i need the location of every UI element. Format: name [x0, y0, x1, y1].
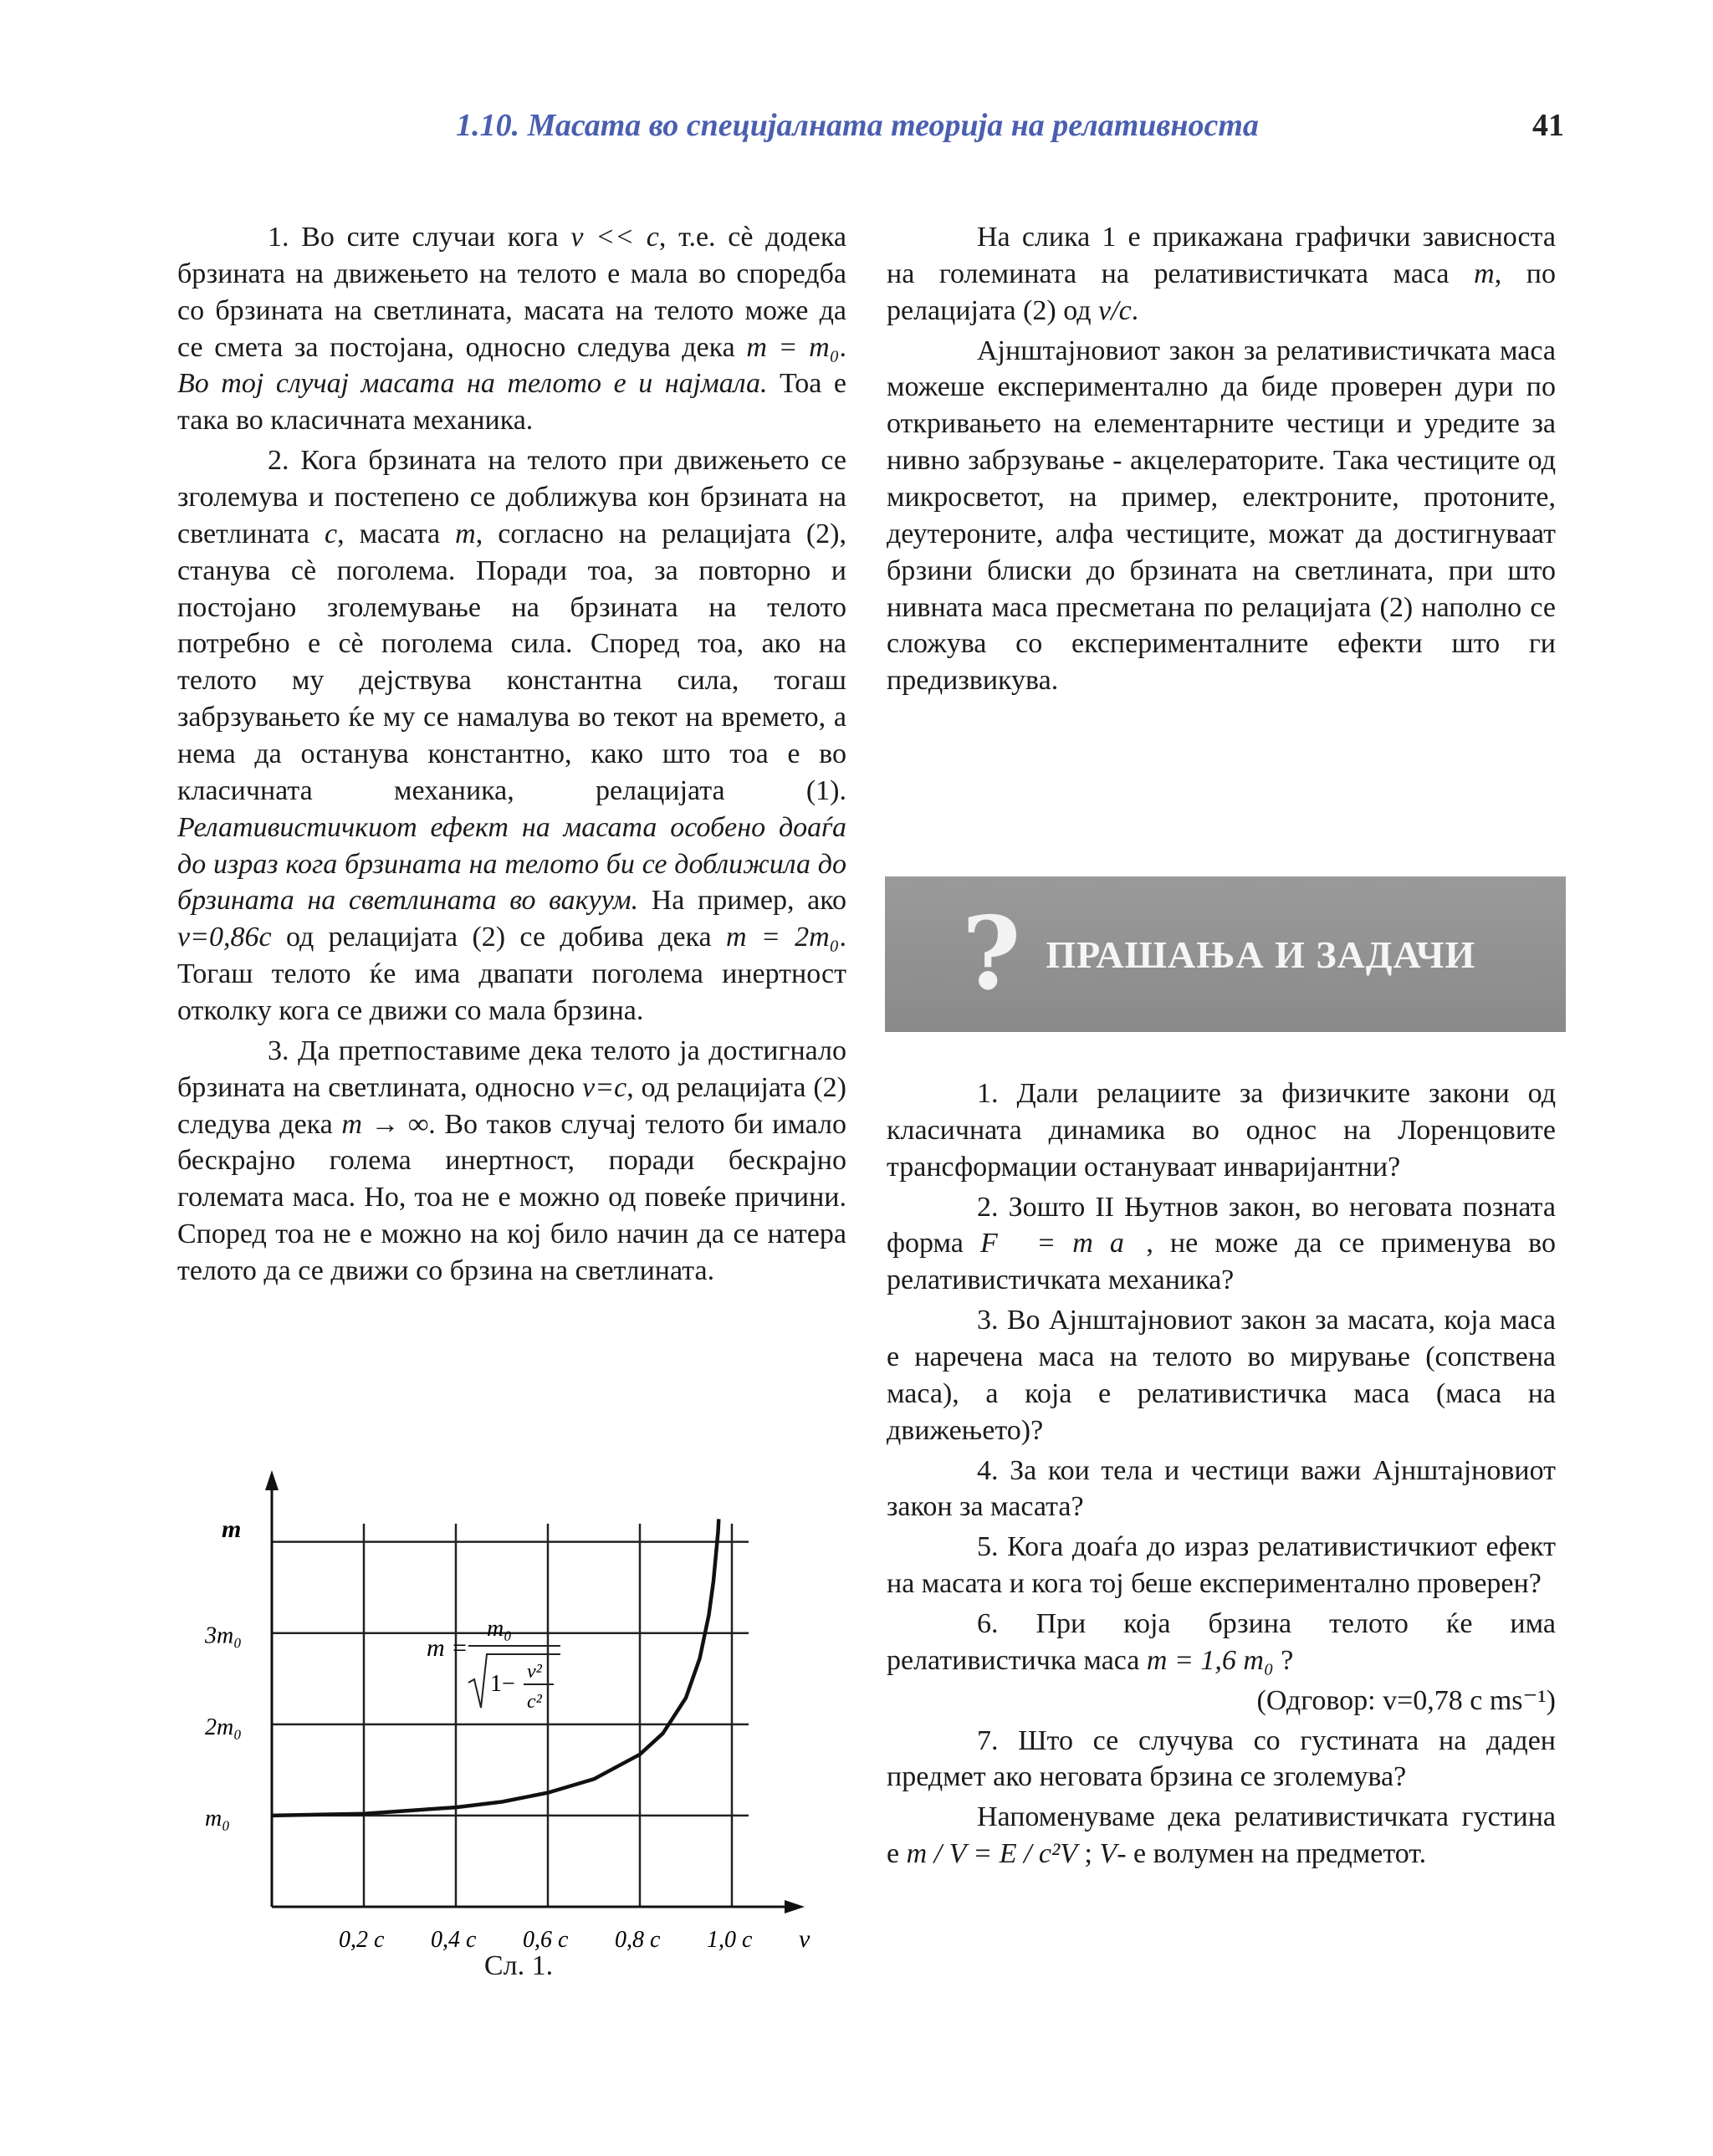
left-column [177, 219, 846, 1290]
chart-svg [192, 1464, 845, 2007]
question-item [887, 1189, 1556, 1300]
math-inline: m [455, 518, 476, 549]
text: 2. Зошто II Њутнов закон, во неговата позната форма [887, 1191, 1556, 1259]
formula-one-minus: 1− [490, 1671, 515, 1697]
x-tick-label: 1,0 c [707, 1927, 753, 1953]
x-axis-label: v [799, 1925, 810, 1953]
text: . [1131, 294, 1139, 326]
text: , од релацијата (2) следува дека [177, 1071, 846, 1140]
math-inline: m / V = E / c²V [906, 1838, 1077, 1870]
paragraph-2 [177, 442, 846, 1029]
math-inline: v=0,86c [177, 922, 272, 953]
text: 6. При која брзина телото ќе има релативистичка маса [887, 1608, 1556, 1676]
math-inline: c [325, 518, 338, 549]
text: , т.е. сè додека брзината на движењето на телото е мала во споредба со брзината на светлината, масата на телото може да се смета за постојана, односно следува дека [177, 222, 846, 363]
math-inline: m [1474, 258, 1495, 289]
answer-text: (Одговор: v=0,78 c ms⁻¹) [1256, 1684, 1556, 1716]
paragraph-3 [177, 1033, 846, 1290]
text: 3. Да претпоставиме дека телото ја достигнало брзината на светлината, односно [177, 1035, 846, 1103]
math-inline: v << c [570, 222, 659, 253]
chart-series [272, 1519, 718, 1815]
question-mark-icon: ? [962, 895, 1021, 1013]
paragraph-einstein: Ајнштајновиот закон за релативистичката маса можеше експериментално да биде проверен дури по откривањето на елементарните честици и уредите за нивно забрзување - акцелераторите. Така честиците од микросветот, на пример, електроните, протоните, деутероните, алфа честиците, можат да достигнуваат брзини блиски до брзината на светлината, при што нивната маса пресметана по релацијата (2) наполно се сложува со експерименталните ефекти што ги предизвикува. [887, 335, 1556, 697]
question-item [887, 1606, 1556, 1679]
math-inline: m = m₀ [746, 331, 840, 363]
text: . Во таков случај телото би имало бескрајно голема инертност, поради бескрајно големата маса. Но, тоа не е можно од повеќе причини. Според тоа не е можно на кој било начин да се натера телото да се движи со брзина на светлината. [177, 1108, 846, 1287]
math-inline: v=c [582, 1071, 627, 1103]
text: , масата [337, 518, 456, 549]
chart-formula [427, 1616, 560, 1713]
math-inline: F⃗ = m a⃗ [979, 1228, 1147, 1259]
formula-v-squared: v² [527, 1661, 542, 1683]
text: Тоа е така во класичната механика. [177, 368, 846, 437]
text: 1. Во сите случаи кога [268, 222, 571, 253]
page-number: 41 [1532, 108, 1564, 143]
text: . Тогаш телото ќе има двапати поголема инертност отколку кога се движи со мала брзина. [177, 922, 846, 1027]
y-axis-arrow [265, 1470, 279, 1490]
note-paragraph [887, 1799, 1556, 1872]
question-item: 4. За кои тела и честици важи Ајнштајновиот закон за масата? [887, 1454, 1556, 1523]
paragraph-1 [177, 219, 846, 439]
question-item: 1. Дали релациите за физичките закони од класичната динамика во однос на Лоренцовите трансформации остануваат инваријантни? [887, 1078, 1556, 1183]
text: . [839, 331, 847, 363]
mass-curve-line [272, 1519, 718, 1815]
text: , по релацијата (2) од [887, 258, 1556, 326]
mass-velocity-chart [192, 1464, 845, 2007]
questions-banner [885, 876, 1566, 1032]
y-tick-label: 2m₀ [205, 1714, 242, 1740]
x-axis-arrow [785, 1900, 805, 1913]
formula-numerator: m₀ [487, 1616, 512, 1642]
math-inline: m = 1,6 m₀ [1146, 1644, 1274, 1676]
text: ? [1273, 1644, 1294, 1676]
question-item: 5. Кога доаѓа до израз релативистичкиот ефект на масата и кога тој беше експериментално проверен? [887, 1531, 1556, 1600]
x-tick-label: 0,2 c [339, 1927, 385, 1953]
question-item: 3. Во Ајнштајновиот закон за масата, која маса е наречена маса на телото во мирување (сопствена маса), а која е релативистичка маса (маса на движењето)? [887, 1305, 1556, 1446]
y-tick-label: 3m₀ [205, 1622, 242, 1649]
text: Напоменуваме дека релативистичката густина е [887, 1801, 1556, 1870]
x-tick-label: 0,4 c [431, 1927, 477, 1953]
banner-title: ПРАШАЊА И ЗАДАЧИ [1046, 932, 1476, 976]
text: 2. Кога брзината на телото при движењето се зголемува и постепено се доближува кон брзината на светлината [177, 445, 846, 549]
math-inline: v/c [1098, 294, 1132, 326]
formula-c-squared: c² [527, 1691, 542, 1713]
y-tick-label: m₀ [205, 1805, 230, 1832]
text: , не може да се применува во релативистичката механика? [887, 1228, 1556, 1296]
right-column [887, 219, 1556, 699]
chart-tick-labels [204, 1515, 810, 1953]
chart-grid [272, 1524, 749, 1907]
x-tick-label: 0,6 c [523, 1927, 569, 1953]
text: - е волумен на предметот. [1117, 1838, 1427, 1870]
math-inline: m = 2m₀ [725, 922, 840, 953]
emphasis-text: Во тој случај масата на телото е и најмала. [177, 368, 768, 400]
text: На пример, ако [638, 885, 846, 917]
math-inline: V [1099, 1838, 1117, 1870]
figure-caption: Сл. 1. [483, 1950, 554, 1981]
math-inline: m → ∞ [341, 1108, 429, 1140]
question-item: 7. Што се случува со густината на даден предмет ако неговата брзина се зголемува? [887, 1724, 1556, 1793]
formula-lhs: m = [427, 1634, 468, 1662]
text: од релацијата (2) се добива дека [271, 922, 726, 953]
text: , согласно на релацијата (2), станува сè поголема. Поради тоа, за повторно и постојано зголемување на брзината на телото потребно е сè поголема сила. Според тоа, ако на телото му дејствува константна сила, тогаш забрзувањето ќе му се намалува во текот на времето, а нема да останува константно, како што тоа е во класичната механика, релацијата (1). [177, 518, 846, 806]
x-tick-label: 0,8 c [615, 1927, 661, 1953]
running-header-title: 1.10. Масата во специјалната теорија на релативноста [456, 108, 1259, 143]
text: ; [1076, 1838, 1100, 1870]
y-axis-label: m [222, 1515, 242, 1543]
paragraph-figure-ref [887, 219, 1556, 330]
text: На слика 1 е прикажана графички зависноста на големината на релативистичката маса [887, 222, 1556, 289]
questions-list [887, 1075, 1556, 1872]
emphasis-text: Релативистичкиот ефект на масата особено доаѓа до израз кога брзината на телото би се доближила до брзината на светлината во вакуум. [177, 811, 846, 917]
